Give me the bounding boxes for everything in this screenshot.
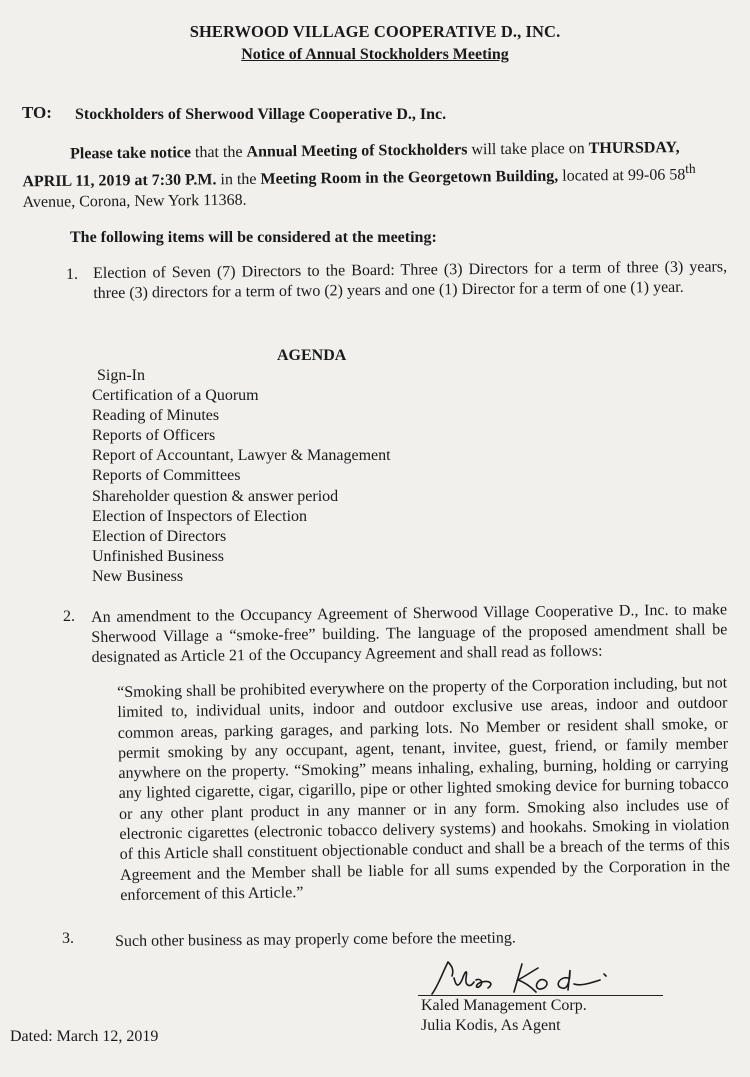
agenda-item: Certification of a Quorum: [92, 387, 259, 405]
agenda-list: [92, 366, 391, 587]
notice-text-2: will take place on: [467, 140, 589, 159]
agenda-title: AGENDA: [277, 347, 347, 364]
notice-text-3: in the: [216, 170, 261, 189]
agenda-item: Report of Accountant, Lawyer & Management: [92, 447, 391, 465]
notice-text-4: located at 99-06 58: [558, 166, 686, 185]
agenda-item: Election of Directors: [92, 527, 227, 545]
item-2-text: An amendment to the Occupancy Agreement of Sherwood Village Cooperative D., Inc. to make Sherwood Village a “smoke-free” building. The language of the proposed amendment shall be designated as Article 21 of the Occupancy Agreement and shall read as follows:: [91, 601, 728, 666]
agenda-item: Reading of Minutes: [92, 407, 220, 425]
to-label: TO:: [22, 103, 52, 122]
smoke-free-amendment-quote: “Smoking shall be prohibited everywhere on the property of the Corporation including, but not limited to, individual units, indoor and outdoor exclusive use areas, indoor and outdoor common areas, parking garages, and parking lots. No Member or resident shall smoke, or permit smoking by any occupant, agent, tenant, invitee, guest, friend, or family member anywhere on the property. “Smoking” means inhaling, exhaling, burning, holding or carrying any lighted cigarette, cigar, cigarillo, pipe or other lighted smoking device for burning tobacco or any other plant product in any manner or in any form. Smoking also includes use of electronic cigarettes (electronic tobacco delivery systems) and hookahs. Smoking in violation of this Article shall constituent objectionable conduct and shall be a breach of the terms of this Agreement and the Member shall be liable for all sums expended by the Corporation in the enforcement of this Article.”: [117, 674, 731, 904]
item-3-number: 3.: [62, 930, 74, 947]
notice-bold-2: Annual Meeting of Stockholders: [246, 141, 468, 161]
document-title: SHERWOOD VILLAGE COOPERATIVE D., INC.: [189, 22, 561, 41]
item-1-number: 1.: [66, 266, 78, 283]
signature-line: [418, 995, 663, 996]
notice-text-1: that the: [190, 143, 247, 162]
to-recipients: Stockholders of Sherwood Village Cooperative D., Inc.: [75, 106, 447, 123]
notice-date-time: THURSDAY, APRIL 11, 2019 at 7:30 P.M.: [22, 139, 680, 191]
agenda-item: Election of Inspectors of Election: [92, 507, 308, 525]
signatory-agent: Julia Kodis, As Agent: [421, 1017, 561, 1034]
agenda-item: Shareholder question & answer period: [92, 487, 339, 505]
notice-sup: th: [685, 160, 696, 177]
item-3-text: Such other business as may properly come before the meeting.: [115, 929, 516, 950]
signature-scribble: [418, 960, 663, 996]
signatory-company: Kaled Management Corp.: [421, 997, 587, 1014]
agenda-item: New Business: [92, 567, 184, 585]
notice-bold-1: Please take notice: [70, 144, 192, 163]
agenda-item: Reports of Officers: [92, 427, 216, 445]
agenda-item: Sign-In: [97, 367, 145, 384]
dated-line: Dated: March 12, 2019: [10, 1028, 159, 1045]
notice-text-5: Avenue, Corona, New York 11368.: [22, 191, 247, 212]
notice-paragraph: [22, 137, 728, 214]
items-heading: The following items will be considered at the meeting:: [70, 229, 437, 246]
handwritten-signature: [418, 960, 663, 996]
item-2-number: 2.: [63, 608, 75, 625]
item-1-text: Election of Seven (7) Directors to the Board: Three (3) Directors for a term of three (3) years, three (3) directors for a term of two (2) years and one (1) Director for a term of one (1) year.: [93, 258, 728, 302]
agenda-item: Unfinished Business: [92, 547, 224, 565]
document-subtitle: Notice of Annual Stockholders Meeting: [241, 46, 509, 63]
notice-location: Meeting Room in the Georgetown Building,: [260, 167, 559, 188]
agenda-item: Reports of Committees: [92, 467, 241, 485]
